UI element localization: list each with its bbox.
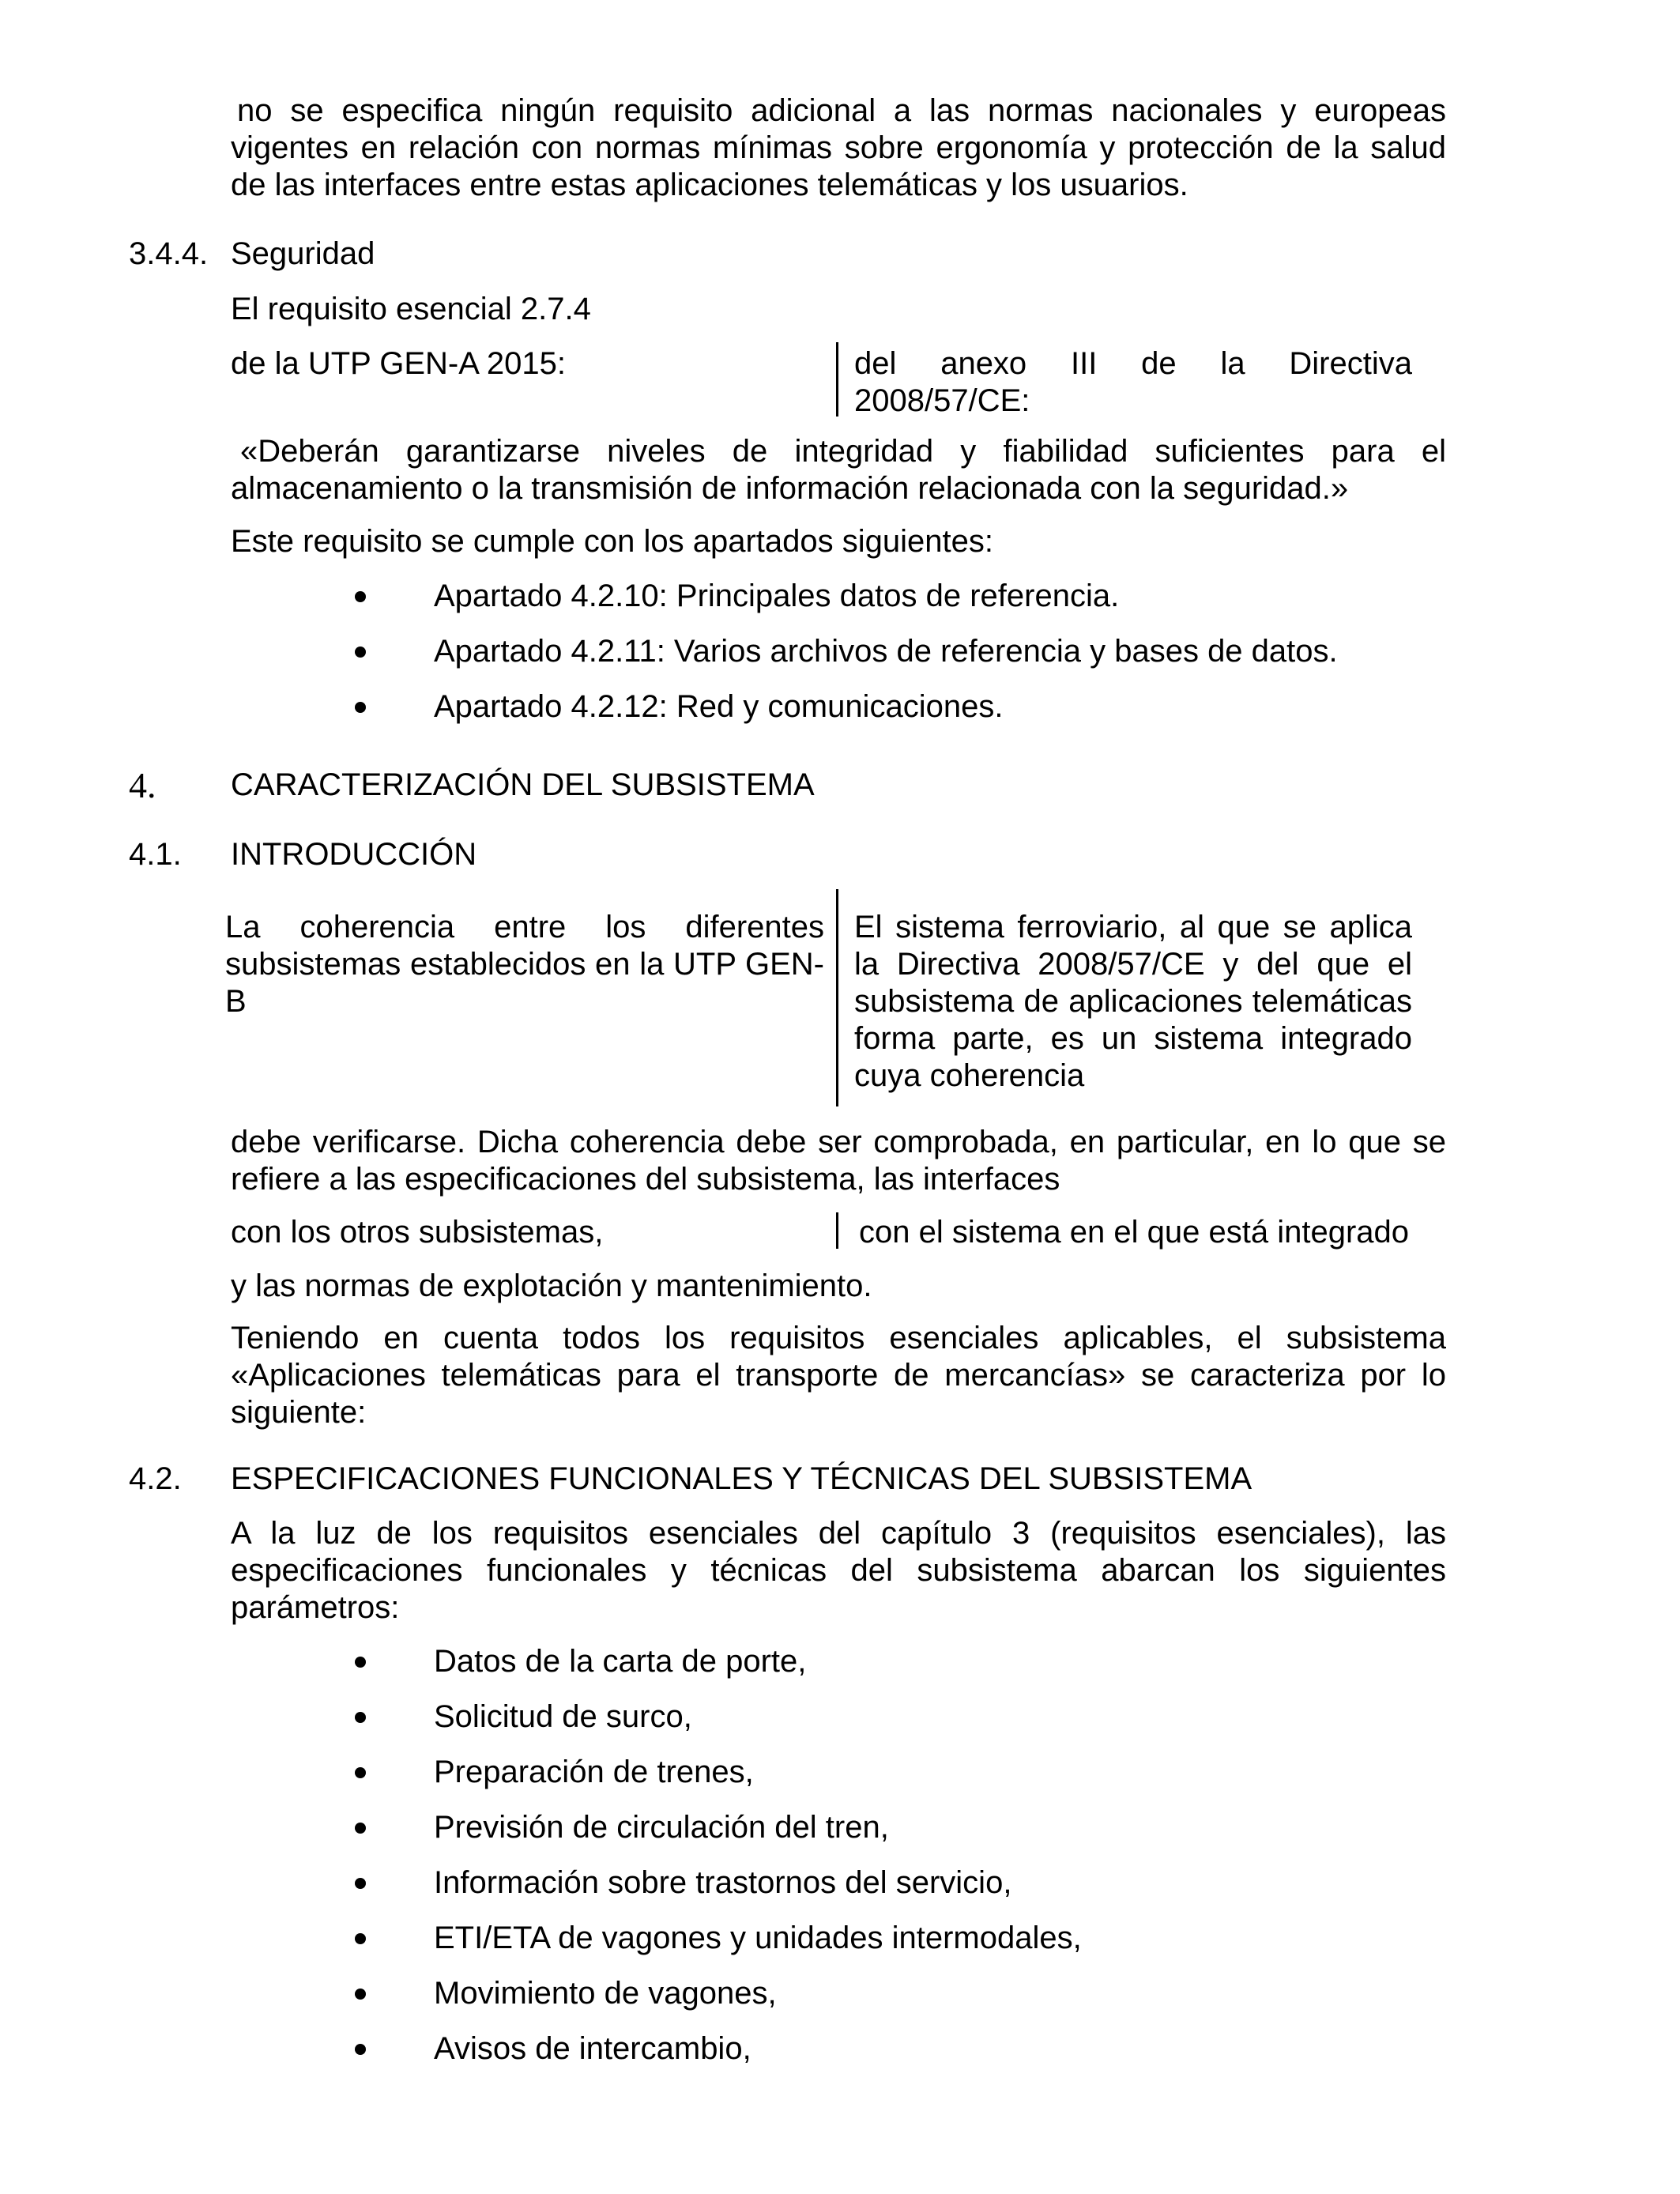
- bullet-dot: [355, 1823, 366, 1834]
- bullet-dot: [355, 1712, 366, 1723]
- bullet-dot: [355, 647, 366, 658]
- list-item: Previsión de circulación del tren,: [434, 1810, 889, 1845]
- column-divider: [836, 889, 838, 1106]
- section-number-4: 4.: [129, 765, 156, 805]
- bullet-dot: [355, 1989, 366, 2000]
- summary-paragraph: Teniendo en cuenta todos los requisitos esenciales aplicables, el subsistema «Aplicaciones telemáticas para el transporte de mercancías» se caracteriza por lo siguiente:: [231, 1321, 1446, 1430]
- section-number-4-2: 4.2.: [129, 1461, 182, 1496]
- list-item: ETI/ETA de vagones y unidades intermodales,: [434, 1921, 1082, 1955]
- bullet-dot: [355, 1657, 366, 1668]
- column-divider: [836, 1212, 838, 1249]
- requirement-line: El requisito esencial 2.7.4: [231, 292, 591, 326]
- intro-paragraph: no se especifica ningún requisito adicional a las normas nacionales y europeas vigentes en relación con normas mínimas sobre ergonomía y protección de la salud de las interfaces entre estas aplicaciones telemáticas y los usuarios.: [231, 93, 1446, 202]
- requirement-met-line: Este requisito se cumple con los apartados siguientes:: [231, 524, 993, 559]
- list-item: Apartado 4.2.11: Varios archivos de referencia y bases de datos.: [434, 634, 1338, 669]
- section-title-caracterizacion: CARACTERIZACIÓN DEL SUBSISTEMA: [231, 767, 815, 802]
- section-title-introduccion: INTRODUCCIÓN: [231, 837, 477, 872]
- section-number-3-4-4: 3.4.4.: [129, 236, 209, 271]
- section-number-4-1: 4.1.: [129, 837, 182, 872]
- section-title-seguridad: Seguridad: [231, 236, 375, 271]
- safety-quote: «Deberán garantizarse niveles de integridad y fiabilidad suficientes para el almacenamiento o la transmisión de información relacionada con la seguridad.»: [231, 434, 1446, 506]
- list-item: Apartado 4.2.12: Red y comunicaciones.: [434, 689, 1004, 724]
- specifications-intro: A la luz de los requisitos esenciales del capítulo 3 (requisitos esenciales), las especificaciones funcionales y técnicas del subsistema abarcan los siguientes parámetros:: [231, 1516, 1446, 1625]
- list-item: Movimiento de vagones,: [434, 1976, 777, 2011]
- norms-line: y las normas de explotación y mantenimiento.: [231, 1269, 872, 1303]
- list-item: Preparación de trenes,: [434, 1755, 754, 1789]
- coherence-left-column: La coherencia entre los diferentes subsistemas establecidos en la UTP GEN-B: [225, 910, 824, 1019]
- bullet-dot: [355, 2044, 366, 2055]
- bullet-dot: [355, 1878, 366, 1889]
- list-item: Solicitud de surco,: [434, 1699, 692, 1734]
- requirement-right-column: del anexo III de la Directiva 2008/57/CE:: [854, 346, 1412, 418]
- list-item: Avisos de intercambio,: [434, 2031, 751, 2066]
- list-item: Datos de la carta de porte,: [434, 1644, 807, 1679]
- coherence-continuation: debe verificarse. Dicha coherencia debe ser comprobada, en particular, en lo que se refiere a las especificaciones del subsistema, las interfaces: [231, 1125, 1446, 1197]
- coherence-right-column: El sistema ferroviario, al que se aplica la Directiva 2008/57/CE y del que el subsistema de aplicaciones telemáticas forma parte, es un sistema integrado cuya coherencia: [854, 910, 1412, 1093]
- split-right-text: con el sistema en el que está integrado: [859, 1215, 1409, 1250]
- bullet-dot: [355, 1767, 366, 1778]
- list-item: Información sobre trastornos del servicio,: [434, 1865, 1012, 1900]
- requirement-left-column: de la UTP GEN-A 2015:: [231, 346, 566, 381]
- list-item: Apartado 4.2.10: Principales datos de referencia.: [434, 579, 1120, 613]
- column-divider: [836, 342, 838, 417]
- bullet-dot: [355, 591, 366, 602]
- split-left-text: con los otros subsistemas,: [231, 1215, 604, 1250]
- bullet-dot: [355, 1933, 366, 1944]
- bullet-dot: [355, 702, 366, 713]
- section-title-especificaciones: ESPECIFICACIONES FUNCIONALES Y TÉCNICAS DEL SUBSISTEMA: [231, 1461, 1252, 1496]
